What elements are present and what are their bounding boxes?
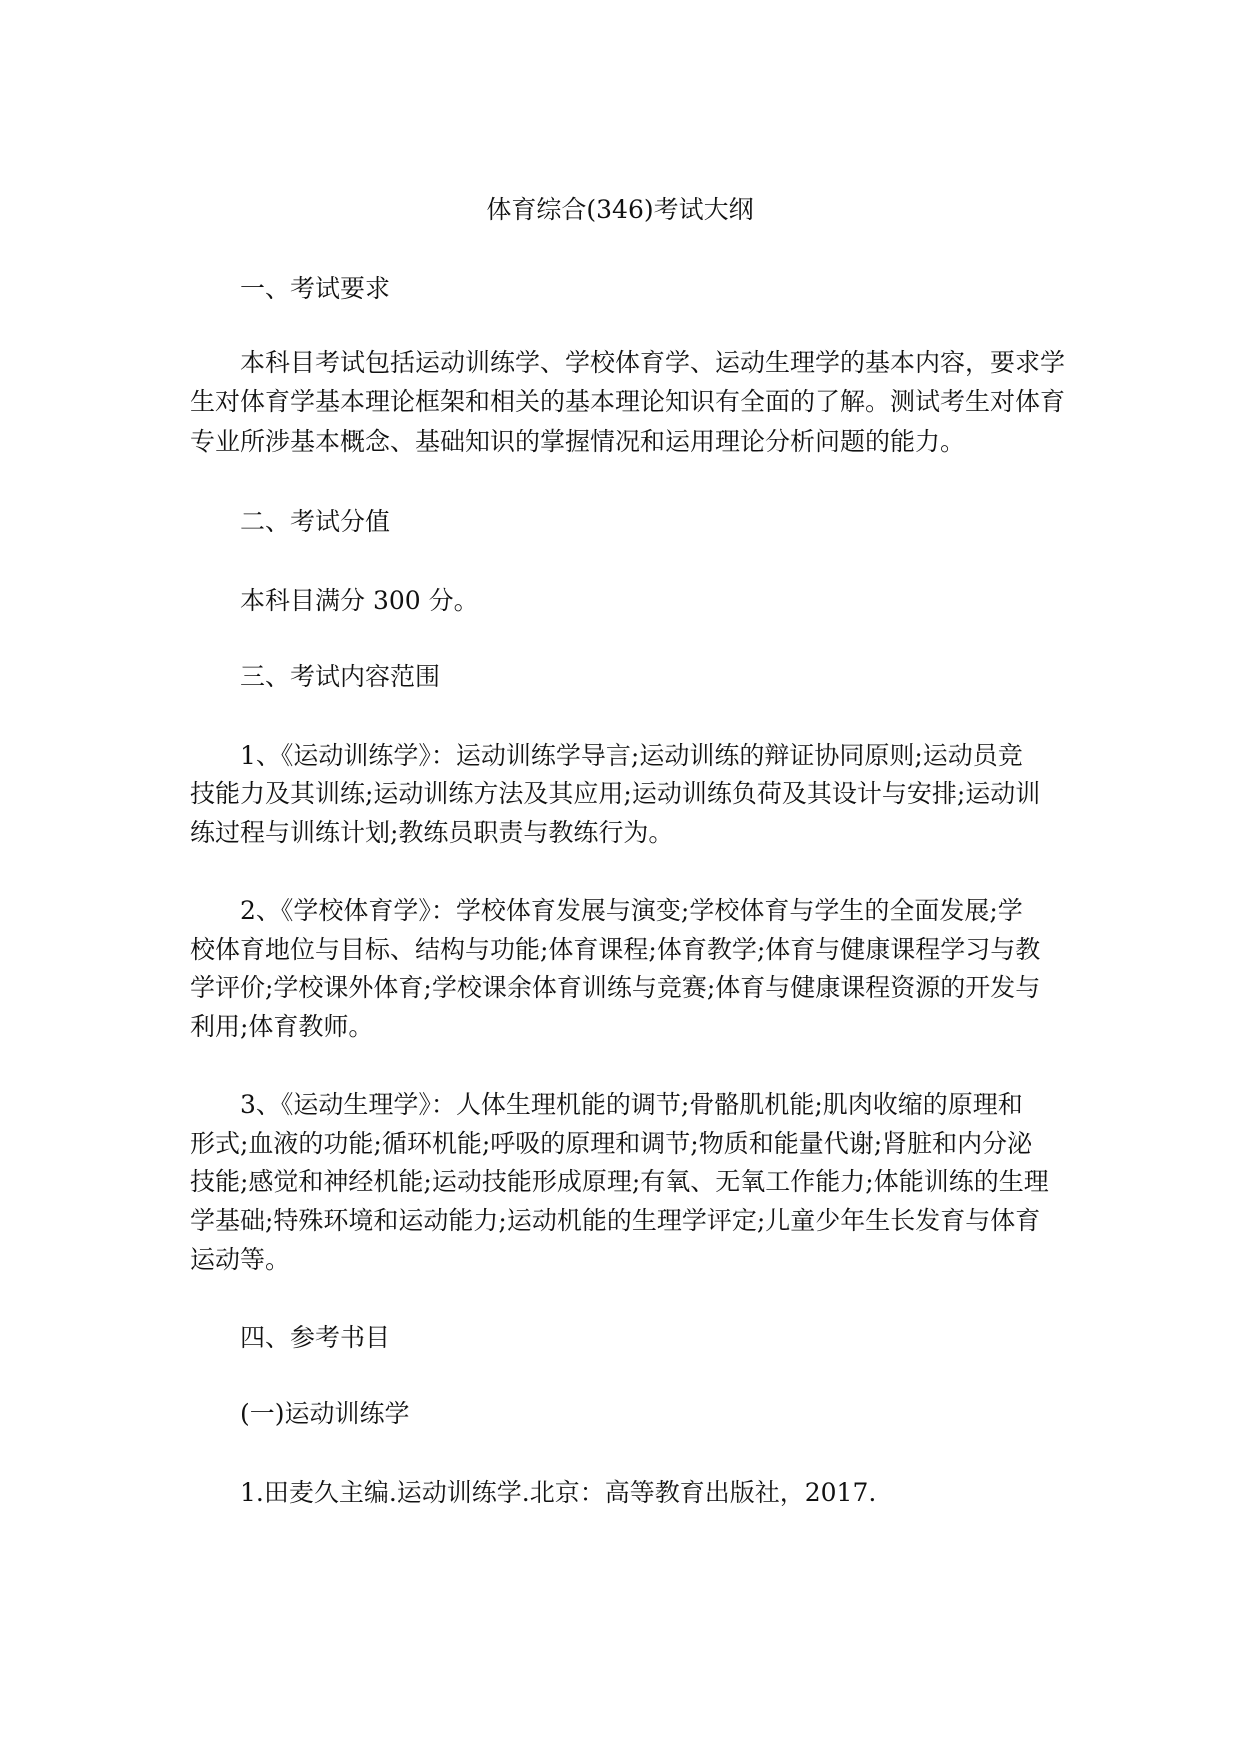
- content-item-3-line: 形式;血液的功能;循环机能;呼吸的原理和调节;物质和能量代谢;肾脏和内分泌: [190, 1129, 1033, 1158]
- content-item-1-line: 练过程与训练计划;教练员职责与教练行为。: [190, 818, 674, 847]
- document-title: 体育综合(346)考试大纲: [486, 195, 754, 224]
- content-item-2-line: 校体育地位与目标、结构与功能;体育课程;体育教学;体育与健康课程学习与教: [190, 935, 1041, 964]
- content-item-3-line: 技能;感觉和神经机能;运动技能形成原理;有氧、无氧工作能力;体能训练的生理: [190, 1167, 1049, 1196]
- section-heading-exam-score: 二、考试分值: [240, 507, 391, 536]
- paragraph-line: 本科目满分 300 分。: [240, 586, 479, 615]
- reference-entry: 1.田麦久主编.运动训练学.北京：高等教育出版社，2017.: [240, 1478, 877, 1507]
- content-item-3-line: 运动等。: [190, 1245, 291, 1274]
- content-item-1-line: 1、《运动训练学》：运动训练学导言;运动训练的辩证协同原则;运动员竞: [240, 741, 1023, 770]
- paragraph-line: 专业所涉基本概念、基础知识的掌握情况和运用理论分析问题的能力。: [190, 427, 966, 456]
- content-item-2-line: 利用;体育教师。: [190, 1012, 374, 1041]
- paragraph-line: 本科目考试包括运动训练学、学校体育学、运动生理学的基本内容，要求学: [240, 348, 1066, 377]
- section-heading-exam-scope: 三、考试内容范围: [240, 662, 441, 691]
- content-item-2-line: 学评价;学校课外体育;学校课余体育训练与竞赛;体育与健康课程资源的开发与: [190, 973, 1041, 1002]
- content-item-1-line: 技能力及其训练;运动训练方法及其应用;运动训练负荷及其设计与安排;运动训: [190, 779, 1041, 808]
- content-item-2-line: 2、《学校体育学》：学校体育发展与演变;学校体育与学生的全面发展;学: [240, 896, 1023, 925]
- section-heading-references: 四、参考书目: [240, 1323, 391, 1352]
- content-item-3-line: 学基础;特殊环境和运动能力;运动机能的生理学评定;儿童少年生长发育与体育: [190, 1206, 1041, 1235]
- paragraph-line: 生对体育学基本理论框架和相关的基本理论知识有全面的了解。测试考生对体育: [190, 387, 1066, 416]
- content-item-3-line: 3、《运动生理学》：人体生理机能的调节;骨骼肌机能;肌肉收缩的原理和: [240, 1090, 1023, 1119]
- section-heading-exam-requirements: 一、考试要求: [240, 274, 391, 303]
- references-subheading: (一)运动训练学: [240, 1399, 410, 1428]
